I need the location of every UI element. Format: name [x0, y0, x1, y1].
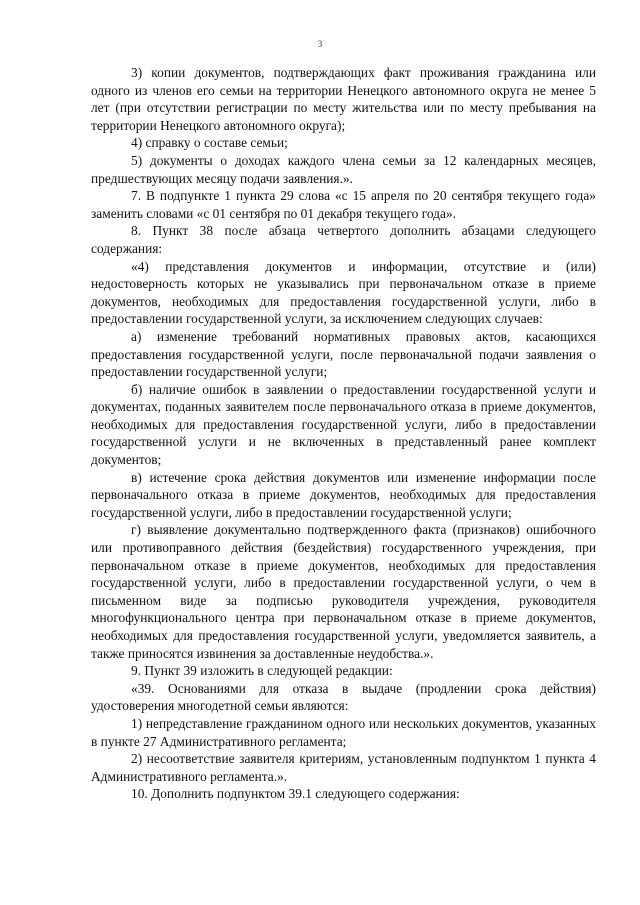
paragraph: 2) несоответствие заявителя критериям, установленным подпунктом 1 пункта 4 Административного регламента.».: [91, 751, 596, 784]
page-number: 3: [317, 39, 323, 49]
paragraph: «4) представления документов и информации, отсутствие и (или) недостоверность которых не указывались при первоначальном отказе в приеме документов, необходимых для предоставления государственной услуги, либо в предоставлении государственной услуги, за исключением следующих случаев:: [91, 258, 596, 327]
paragraph: 1) непредставление гражданином одного или нескольких документов, указанных в пункте 27 Административного регламента;: [91, 715, 596, 749]
paragraph: г) выявление документально подтвержденного факта (признаков) ошибочного или противоправного действия (бездействия) государственного учреждения, при первоначальном отказе в приеме документов, необходимых для предоставления государственной услуги, либо в предоставлении государственной услуги, о чем в письменном виде за подписью руководителя учреждения, руководителя многофункционального центра при первоначальном отказе в приеме документов, необходимых для предоставления государственной услуги, уведомляется заявитель, а также приносятся извинения за доставленные неудобства.».: [91, 522, 596, 661]
paragraph: 3) копии документов, подтверждающих факт проживания гражданина или одного из членов его семьи на территории Ненецкого автономного округа не менее 5 лет (при отсутствии регистрации по месту жительства или по месту пребывания на территории Ненецкого автономного округа);: [91, 65, 596, 133]
paragraph: 5) документы о доходах каждого члена семьи за 12 календарных месяцев, предшествующих месяцу подачи заявления.».: [91, 152, 596, 186]
paragraph: а) изменение требований нормативных правовых актов, касающихся предоставления государственной услуги, после первоначальной подачи заявления о предоставлении государственной услуги;: [91, 328, 596, 380]
paragraph: б) наличие ошибок в заявлении о предоставлении государственной услуги и документах, поданных заявителем после первоначального отказа в приеме документов, необходимых для предоставления государственной услуги, либо в предоставлении государственной услуги и не включенных в представленный ранее комплект документов;: [91, 381, 596, 468]
paragraph: 4) справку о составе семьи;: [131, 135, 288, 151]
document-body: [91, 64, 596, 803]
paragraph: 7. В подпункте 1 пункта 29 слова «с 15 апреля по 20 сентября текущего года» заменить словами «с 01 сентября по 01 декабря текущего года».: [91, 188, 596, 221]
paragraph: 10. Дополнить подпунктом 39.1 следующего содержания:: [131, 786, 460, 802]
paragraph: 9. Пункт 39 изложить в следующей редакции:: [131, 663, 393, 679]
paragraph: 8. Пункт 38 после абзаца четвертого дополнить абзацами следующего содержания:: [91, 223, 596, 256]
paragraph: «39. Основаниями для отказа в выдаче (продлении срока действия) удостоверения многодетной семьи являются:: [91, 680, 596, 714]
paragraph: в) истечение срока действия документов или изменение информации после первоначального отказа в приеме документов, необходимых для предоставления государственной услуги, либо в предоставлении государственной услуги;: [91, 469, 596, 520]
